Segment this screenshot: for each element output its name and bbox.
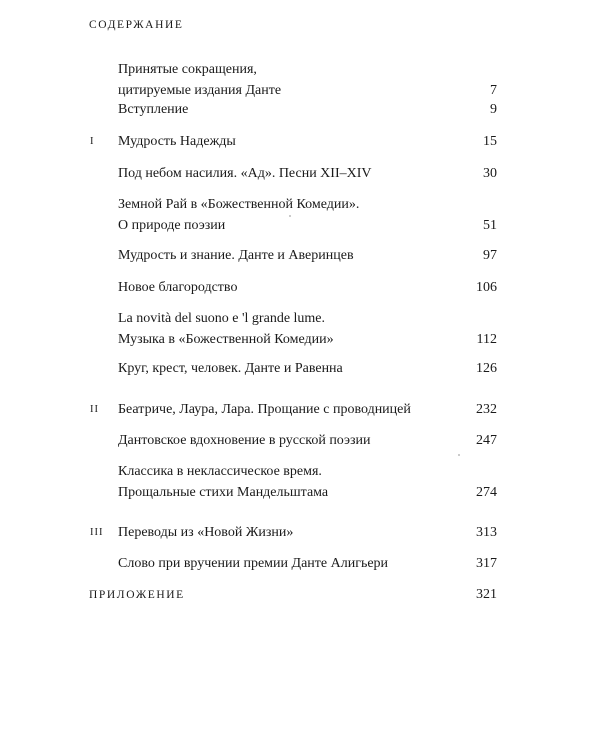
appendix-page-number: 321 [476,587,497,602]
entry-title-line: Переводы из «Новой Жизни» [118,525,294,540]
entry-title-line: Прощальные стихи Мандельштама [118,485,329,500]
entry-page-number: 313 [476,525,497,540]
entry-page-number: 274 [476,485,497,500]
entry-title-line: Классика в неклассическое время. [118,464,322,479]
entry-title-line: Под небом насилия. «Ад». Песни XII–XIV [118,166,372,181]
entry-page-number: 15 [483,134,497,149]
entry-title-line: цитируемые издания Данте [118,83,282,98]
entry-title-line: Круг, крест, человек. Данте и Равенна [118,361,343,376]
entry-title-line: Земной Рай в «Божественной Комедии». [118,197,360,212]
entry-title-line: Вступление [118,102,189,117]
scan-speck [458,454,460,456]
entry-page-number: 317 [476,556,497,571]
toc-heading: СОДЕРЖАНИЕ [89,19,184,31]
entry-title-line: Новое благородство [118,280,238,295]
entry-page-number: 97 [483,248,497,263]
entry-title-line: Принятые сокращения, [118,62,257,77]
entry-page-number: 51 [483,218,497,233]
entry-title-line: Слово при вручении премии Данте Алигьери [118,556,389,571]
entry-page-number: 247 [476,433,497,448]
entry-title-line: Дантовское вдохновение в русской поэзии [118,433,371,448]
part-number: II [90,404,99,415]
entry-title-line: Музыка в «Божественной Комедии» [118,332,334,347]
entry-title-line: Мудрость и знание. Данте и Аверинцев [118,248,354,263]
entry-page-number: 7 [490,83,497,98]
entry-page-number: 106 [476,280,497,295]
entry-page-number: 112 [476,332,497,347]
scan-speck [289,215,291,217]
entry-page-number: 30 [483,166,497,181]
entry-title-line: О природе поэзии [118,218,226,233]
entry-title-line: La novità del suono e 'l grande lume. [118,311,326,326]
entry-page-number: 9 [490,102,497,117]
entry-page-number: 126 [476,361,497,376]
entry-page-number: 232 [476,402,497,417]
part-number: I [90,136,95,147]
entry-title-line: Беатриче, Лаура, Лара. Прощание с проводницей [118,402,411,417]
appendix-label: ПРИЛОЖЕНИЕ [89,589,185,601]
part-number: III [90,527,104,538]
entry-title-line: Мудрость Надежды [118,134,236,149]
